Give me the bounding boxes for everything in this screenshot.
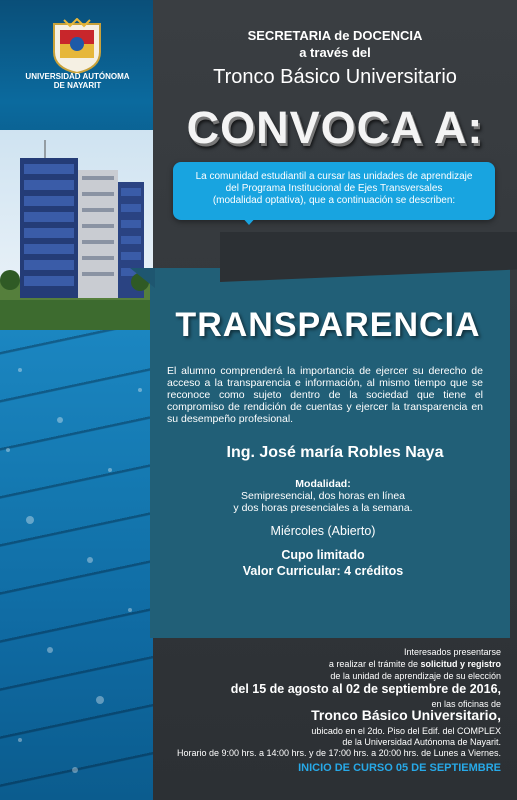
university-name [10,72,145,90]
building-photo [0,110,153,345]
panel-notch [130,268,155,288]
university-crest-icon [48,18,106,74]
info-line7: ubicado en el 2do. Piso del Edif. del COMPLEX [311,726,501,736]
modality-label: Modalidad: [295,478,351,490]
university-name-line1: UNIVERSIDAD AUTÓNOMA [25,72,130,81]
course-professor: Ing. José maría Robles Naya [226,444,444,461]
info-line1: Interesados presentarse [403,647,501,657]
info-schedule: Horario de 9:00 hrs. a 14:00 hrs. y de 17:00 hrs. a 20:00 hrs. de Lunes a Viernes. [176,748,501,758]
course-limited: Cupo limitado [281,548,365,562]
info-dates: del 15 de agosto al 02 de septiembre de 2016, [230,682,501,696]
callout-line1: La comunidad estudiantil a cursar las unidades de aprendizaje [195,171,473,182]
info-line2a: a realizar el trámite de [328,659,421,669]
university-name-line2: DE NAYARIT [53,81,102,90]
modality-line2: y dos horas presenciales a la semana. [233,502,413,514]
callout-tail [240,215,258,225]
info-line2 [171,659,501,669]
course-day: Miércoles (Abierto) [270,524,376,538]
header-tronco: Tronco Básico Universitario [213,66,457,88]
info-line5: en las oficinas de [431,699,501,709]
headline-convoca: CONVOCA A: [186,102,484,153]
modality-line1: Semipresencial, dos horas en línea [240,490,405,502]
header-secretaria: SECRETARIA de DOCENCIA [247,28,423,43]
course-title: TRANSPARENCIA [175,306,481,344]
bubbles-decoration [0,330,153,800]
callout-line2: del Programa Institucional de Ejes Transversales [225,183,443,194]
info-line2b: solicitud y registro [420,659,501,669]
header-via: a través del [299,45,371,60]
info-line8: de la Universidad Autónoma de Nayarit. [342,737,501,747]
info-office: Tronco Básico Universitario, [311,707,501,723]
left-strip [0,0,153,800]
callout-line3: (modalidad optativa), que a continuación se describen: [212,195,456,206]
course-description: El alumno comprenderá la importancia de ejercer su derecho de acceso a la transparencia e información, al mismo tiempo que se reconoce como sujeto dentro de la sociedad que tiene el compromiso de rendición de cuentas y ejercer la transparencia en su desempeño profesional. [167,365,483,425]
invitation-callout [173,162,495,220]
course-credits: Valor Curricular: 4 créditos [242,564,404,578]
info-line3: de la unidad de aprendizaje de su elección [330,671,501,681]
info-start-date: INICIO DE CURSO 05 DE SEPTIEMBRE [298,762,501,774]
